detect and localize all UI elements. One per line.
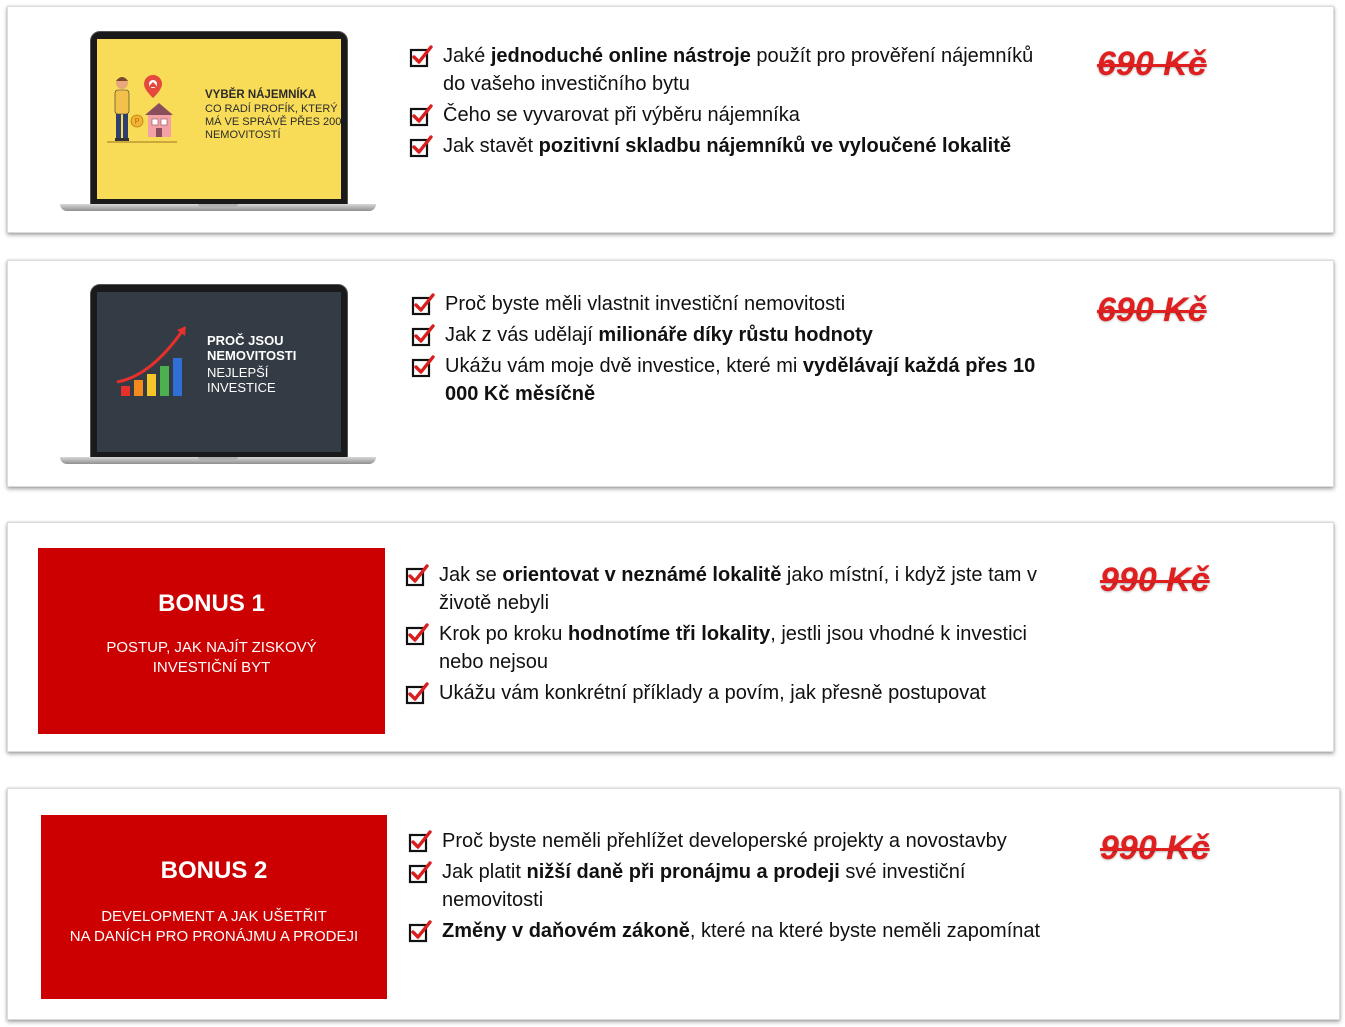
checkbox-check-icon <box>409 104 433 128</box>
crossed-price: 690 Kč <box>1097 291 1207 329</box>
laptop-lid <box>90 284 348 459</box>
benefit-list <box>411 290 1051 411</box>
benefit-text: Proč byste měli vlastnit investiční nemovitosti <box>445 293 846 315</box>
checkbox-check-icon <box>409 135 433 159</box>
benefit-text: Čeho se vyvarovat při výběru nájemníka <box>443 104 800 126</box>
benefit-item <box>408 917 1048 945</box>
benefit-text: , jestli jsou vhodné k investici nebo nejsou <box>439 623 1027 673</box>
benefit-text: Krok po kroku <box>439 623 568 645</box>
checkbox-check-icon <box>405 564 429 588</box>
benefit-text: Jak stavět <box>443 135 539 157</box>
benefit-text: Jak z vás udělají <box>445 324 599 346</box>
checkbox-check-icon <box>411 293 435 317</box>
benefit-text: své investiční nemovitosti <box>442 861 966 911</box>
bonus-banner <box>41 815 387 999</box>
bonus-card-2 <box>7 788 1340 1020</box>
benefit-item <box>405 561 1045 617</box>
benefit-text: Jak se <box>439 564 503 586</box>
benefit-item <box>409 101 1049 129</box>
bonus-subtitle <box>41 907 387 947</box>
crossed-price: 690 Kč <box>1097 45 1207 83</box>
benefit-text-bold: Změny v daňovém zákoně <box>442 920 690 942</box>
benefit-text: Jaké <box>443 45 491 67</box>
benefit-text-bold: milionáře díky růstu hodnoty <box>598 324 873 346</box>
laptop-notch <box>198 204 238 207</box>
benefit-text-bold: hodnotíme tři lokality <box>567 623 771 645</box>
benefit-text: Jak platit <box>442 861 527 883</box>
checkbox-check-icon <box>405 623 429 647</box>
benefit-text: Ukážu vám konkrétní příklady a povím, jak přesně postupovat <box>439 682 986 704</box>
course-card-tenant-selection <box>7 6 1334 233</box>
laptop-mockup <box>60 31 376 215</box>
benefit-item <box>411 290 1051 318</box>
benefit-text: Ukážu vám moje dvě investice, které mi <box>445 355 803 377</box>
benefit-item <box>405 679 1045 707</box>
checkbox-check-icon <box>408 830 432 854</box>
laptop-notch <box>198 457 238 460</box>
benefit-item <box>408 858 1048 914</box>
crossed-price: 990 Kč <box>1100 829 1210 867</box>
laptop-mockup <box>60 284 376 468</box>
checkbox-check-icon <box>409 45 433 69</box>
checkbox-check-icon <box>411 324 435 348</box>
checkbox-check-icon <box>411 355 435 379</box>
bonus-banner <box>38 548 385 734</box>
bonus-subtitle-line: DEVELOPMENT A JAK UŠETŘIT <box>101 908 327 925</box>
bonus-card-1 <box>7 522 1334 752</box>
benefit-list <box>408 827 1048 948</box>
checkbox-check-icon <box>405 682 429 706</box>
benefit-text-bold: jednoduché online nástroje <box>490 45 751 67</box>
svg-text:P: P <box>134 117 140 126</box>
benefit-text-bold: pozitivní skladbu nájemníků ve vyloučené lokalitě <box>538 135 1011 157</box>
course-card-why-real-estate <box>7 260 1334 487</box>
laptop-lid <box>90 31 348 206</box>
benefit-list <box>405 561 1045 710</box>
tenant-illustration-icon <box>107 71 207 151</box>
benefit-item <box>411 321 1051 349</box>
bonus-subtitle: POSTUP, JAK NAJÍT ZISKOVÝ INVESTIČNÍ BYT <box>106 639 317 676</box>
benefit-item <box>409 42 1049 98</box>
benefit-text: použít pro prověření nájemníků do vašeho investičního bytu <box>443 45 1034 95</box>
benefit-item <box>411 352 1051 408</box>
bonus-title: BONUS 1 <box>158 590 265 617</box>
benefit-text: Proč byste neměli přehlížet developerské projekty a novostavby <box>442 830 1007 852</box>
screen-subtitle: NEJLEPŠÍ INVESTICE <box>207 365 276 396</box>
benefit-item <box>409 132 1049 160</box>
benefit-text-bold: nižší daně při pronájmu a prodeji <box>526 861 840 883</box>
laptop-screen <box>97 39 341 199</box>
bonus-title: BONUS 2 <box>160 857 268 884</box>
screen-title: PROČ JSOU NEMOVITOSTI <box>207 333 297 364</box>
benefit-list <box>409 42 1049 163</box>
checkbox-check-icon <box>408 920 432 944</box>
crossed-price: 990 Kč <box>1100 561 1210 599</box>
checkbox-check-icon <box>408 861 432 885</box>
benefit-item <box>408 827 1048 855</box>
laptop-screen <box>97 292 341 452</box>
benefit-text: , které na které byste neměli zapomínat <box>689 920 1041 942</box>
benefit-text-bold: orientovat v neznámé lokalitě <box>502 564 782 586</box>
benefit-text-bold: vydělávají každá přes 10 000 Kč měsíčně <box>445 355 1036 405</box>
screen-subtitle: CO RADÍ PROFÍK, KTERÝ MÁ VE SPRÁVĚ PŘES 200 NEMOVITOSTÍ <box>205 103 341 141</box>
bonus-subtitle-line: NA DANÍCH PRO PRONÁJMU A PRODEJI <box>69 928 359 945</box>
benefit-text: jako místní, i když jste tam v životě nebyli <box>439 564 1037 614</box>
growth-chart-icon <box>111 324 201 404</box>
benefit-item <box>405 620 1045 676</box>
screen-title: VYBĚR NÁJEMNÍKA <box>205 89 317 101</box>
